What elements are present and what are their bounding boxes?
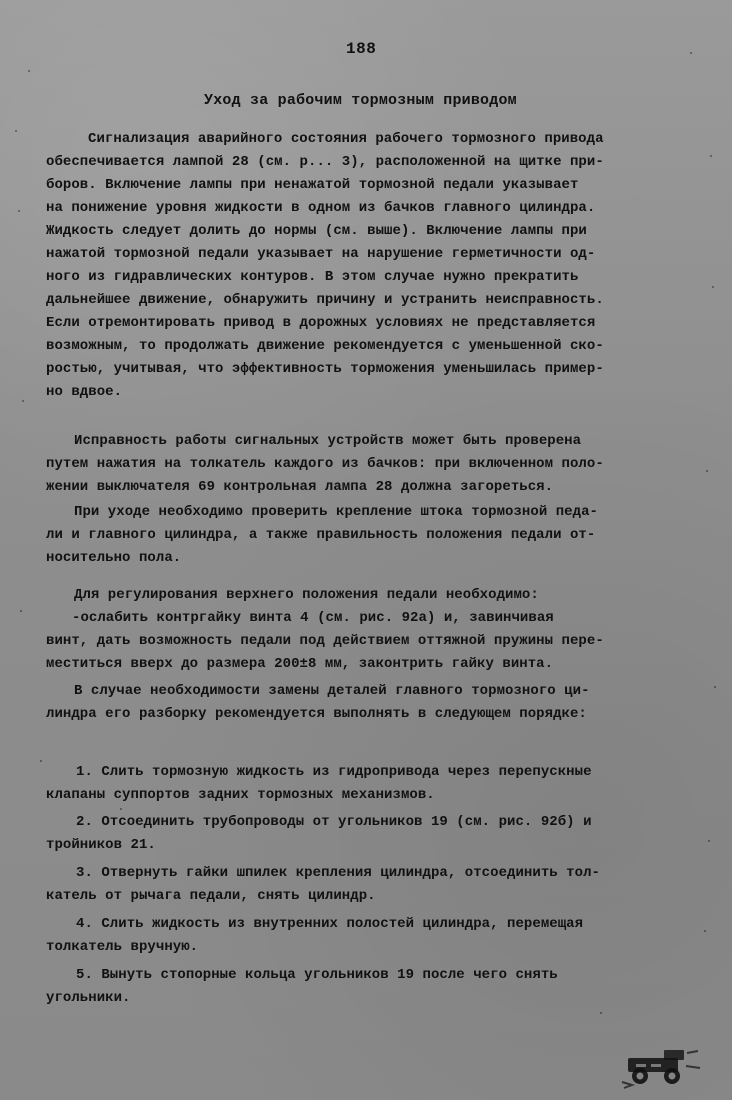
- dust-speck: [18, 210, 20, 212]
- section-heading: Уход за рабочим тормозным приводом: [204, 92, 517, 109]
- paragraph-line: обеспечивается лампой 28 (см. р... 3), расположенной на щитке при-: [46, 155, 604, 169]
- paragraph-line: жении выключателя 69 контрольная лампа 28 должна загореться.: [46, 480, 554, 494]
- paragraph-line: путем нажатия на толкатель каждого из бачков: при включенном поло-: [46, 457, 604, 471]
- paragraph-line: ростью, учитывая, что эффективность торможения уменьшилась пример-: [46, 362, 604, 376]
- dust-speck: [690, 52, 692, 54]
- list-item-continuation: клапаны суппортов задних тормозных механизмов.: [46, 788, 435, 802]
- dust-speck: [708, 840, 710, 842]
- list-item-continuation: катель от рычага педали, снять цилиндр.: [46, 889, 376, 903]
- paragraph-line: Сигнализация аварийного состояния рабочего тормозного привода: [88, 132, 604, 146]
- paragraph-line: нажатой тормозной педали указывает на нарушение герметичности од-: [46, 247, 596, 261]
- dust-speck: [712, 286, 714, 288]
- paragraph-line: боров. Включение лампы при ненажатой тормозной педали указывает: [46, 178, 579, 192]
- list-item: 4. Слить жидкость из внутренних полостей цилиндра, перемещая: [76, 917, 584, 931]
- paragraph-line: ного из гидравлических контуров. В этом случае нужно прекратить: [46, 270, 579, 284]
- vehicle-logo-icon: [620, 1040, 704, 1090]
- list-item-continuation: толкатель вручную.: [46, 940, 199, 954]
- paragraph-line: -ослабить контргайку винта 4 (см. рис. 92а) и, завинчивая: [72, 611, 554, 625]
- paragraph-line: возможным, то продолжать движение рекомендуется с уменьшенной ско-: [46, 339, 604, 353]
- dust-speck: [120, 808, 122, 810]
- dust-speck: [15, 130, 17, 132]
- dust-speck: [28, 70, 30, 72]
- paragraph-line: ли и главного цилиндра, а также правильность положения педали от-: [46, 528, 596, 542]
- dust-speck: [710, 155, 712, 157]
- page-number: 188: [346, 40, 377, 58]
- paragraph-line: Исправность работы сигнальных устройств может быть проверена: [74, 434, 582, 448]
- paragraph-line: Если отремонтировать привод в дорожных условиях не представляется: [46, 316, 596, 330]
- dust-speck: [22, 400, 24, 402]
- paragraph-line: носительно пола.: [46, 551, 182, 565]
- paragraph-line: При уходе необходимо проверить крепление штока тормозной педа-: [74, 505, 598, 519]
- dust-speck: [40, 760, 42, 762]
- list-item: 5. Вынуть стопорные кольца угольников 19 после чего снять: [76, 968, 558, 982]
- paragraph-line: но вдвое.: [46, 385, 123, 399]
- paragraph-line: дальнейшее движение, обнаружить причину и устранить неисправность.: [46, 293, 604, 307]
- paragraph-line: Жидкость следует долить до нормы (см. выше). Включение лампы при: [46, 224, 587, 238]
- dust-speck: [704, 930, 706, 932]
- dust-speck: [706, 470, 708, 472]
- dust-speck: [600, 1012, 602, 1014]
- dust-speck: [714, 686, 716, 688]
- paragraph-line: винт, дать возможность педали под действием оттяжной пружины пере-: [46, 634, 604, 648]
- list-item: 3. Отвернуть гайки шпилек крепления цилиндра, отсоединить тол-: [76, 866, 600, 880]
- paragraph-line: меститься вверх до размера 200±8 мм, законтрить гайку винта.: [46, 657, 554, 671]
- paragraph-line: линдра его разборку рекомендуется выполнять в следующем порядке:: [46, 707, 587, 721]
- list-item: 1. Слить тормозную жидкость из гидропривода через перепускные: [76, 765, 592, 779]
- paragraph-line: В случае необходимости замены деталей главного тормозного ци-: [74, 684, 590, 698]
- list-item: 2. Отсоединить трубопроводы от угольников 19 (см. рис. 92б) и: [76, 815, 592, 829]
- paragraph-line: на понижение уровня жидкости в одном из бачков главного цилиндра.: [46, 201, 596, 215]
- paragraph-line: Для регулирования верхнего положения педали необходимо:: [74, 588, 539, 602]
- list-item-continuation: тройников 21.: [46, 838, 156, 852]
- dust-speck: [20, 610, 22, 612]
- list-item-continuation: угольники.: [46, 991, 131, 1005]
